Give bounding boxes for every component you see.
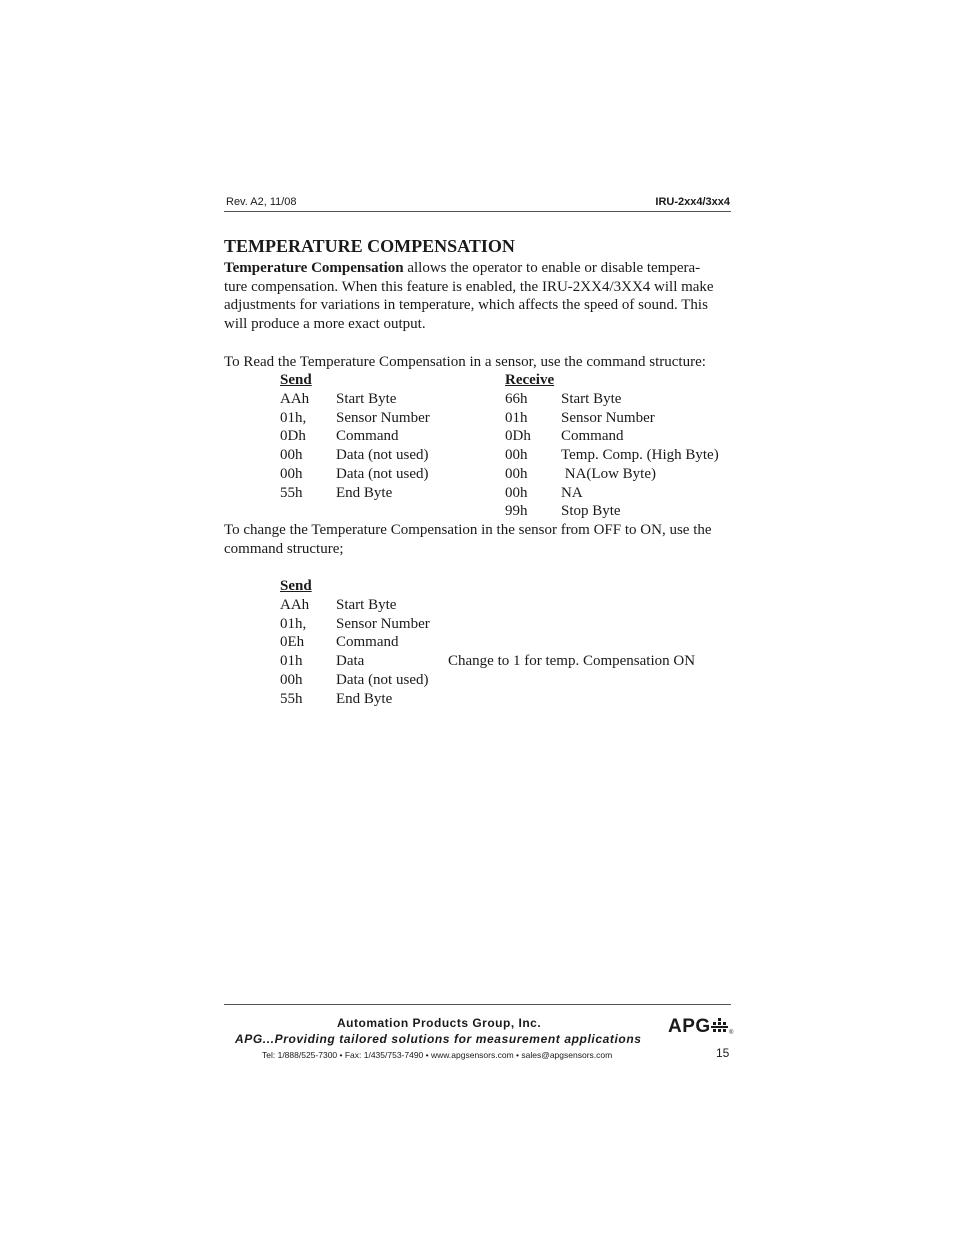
read-send-code: 01h, <box>280 409 307 426</box>
read-send-code: 0Dh <box>280 428 306 445</box>
read-send-desc: Start Byte <box>336 391 397 407</box>
model-label: IRU-2xx4/3xx4 <box>655 196 730 208</box>
change-instruction-line-2: command structure; <box>224 540 344 557</box>
intro-line-1 <box>224 259 734 278</box>
intro-line-1-text: allows the operator to enable or disable tempera- <box>403 260 701 276</box>
read-send-heading: Send <box>280 372 312 388</box>
read-receive-code: 00h <box>505 447 528 464</box>
change-desc: End Byte <box>336 690 393 707</box>
read-send-desc: Command <box>336 428 399 445</box>
change-instruction <box>224 521 734 558</box>
apg-logo <box>664 1014 734 1040</box>
read-receive-desc: Command <box>561 428 624 445</box>
change-code: AAh <box>280 597 310 613</box>
read-receive-code: 00h <box>505 465 528 482</box>
read-send-code: 55h <box>280 484 303 501</box>
read-receive-desc: NA <box>561 484 583 501</box>
read-receive-heading: Receive <box>505 372 555 388</box>
change-desc: Data <box>336 653 365 670</box>
change-code: 00h <box>280 671 303 688</box>
change-send-heading: Send <box>280 578 312 594</box>
change-code: 01h, <box>280 615 307 632</box>
read-receive-desc: Sensor Number <box>561 409 655 426</box>
read-send-desc: Sensor Number <box>336 409 430 426</box>
change-instruction-line-1: To change the Temperature Compensation in the sensor from OFF to ON, use the <box>224 522 712 538</box>
header-rule <box>224 211 731 212</box>
intro-line-3: adjustments for variations in temperature, which affects the speed of sound. This <box>224 297 708 314</box>
change-desc: Start Byte <box>336 597 397 613</box>
change-code: 0Eh <box>280 634 305 651</box>
read-receive-code: 01h <box>505 409 528 426</box>
read-receive-desc: NA(Low Byte) <box>561 465 656 482</box>
read-send-desc: Data (not used) <box>336 465 429 482</box>
read-receive-desc: Stop Byte <box>561 503 621 520</box>
footer-company: Automation Products Group, Inc. <box>337 1016 542 1030</box>
page-number: 15 <box>716 1046 730 1060</box>
intro-paragraph <box>224 259 734 334</box>
read-send-code: AAh <box>280 391 310 407</box>
intro-line-4: will produce a more exact output. <box>224 316 426 333</box>
read-send-desc: End Byte <box>336 484 393 501</box>
read-receive-desc: Temp. Comp. (High Byte) <box>561 447 719 464</box>
read-send-code: 00h <box>280 465 303 482</box>
footer-contact: Tel: 1/888/525-7300 • Fax: 1/435/753-7490 • www.apgsensors.com • sales@apgsensors.com <box>262 1050 613 1060</box>
footer-rule <box>224 1004 731 1005</box>
revision-label: Rev. A2, 11/08 <box>226 196 297 208</box>
change-code: 01h <box>280 653 303 670</box>
change-desc: Sensor Number <box>336 615 430 632</box>
change-desc: Command <box>336 634 399 651</box>
intro-line-2: ture compensation. When this feature is enabled, the IRU-2XX4/3XX4 will make <box>224 278 714 295</box>
read-receive-code: 00h <box>505 484 528 501</box>
read-receive-code: 0Dh <box>505 428 531 445</box>
footer-tagline: APG...Providing tailored solutions for measurement applications <box>235 1032 642 1046</box>
read-receive-code: 99h <box>505 503 528 520</box>
read-send-code: 00h <box>280 447 303 464</box>
change-code: 55h <box>280 690 303 707</box>
intro-bold-term: Temperature Compensation <box>224 260 404 276</box>
read-instruction: To Read the Temperature Compensation in a sensor, use the command structure: <box>224 354 706 370</box>
read-receive-code: 66h <box>505 391 528 407</box>
logo-text: APG <box>668 1016 711 1037</box>
change-desc: Data (not used) <box>336 671 429 688</box>
logo-dot-grid-icon <box>711 1018 729 1034</box>
change-note: Change to 1 for temp. Compensation ON <box>448 653 696 670</box>
section-title: TEMPERATURE COMPENSATION <box>224 236 515 256</box>
read-receive-desc: Start Byte <box>561 391 622 407</box>
registered-mark: ® <box>729 1030 734 1036</box>
read-send-desc: Data (not used) <box>336 447 429 464</box>
